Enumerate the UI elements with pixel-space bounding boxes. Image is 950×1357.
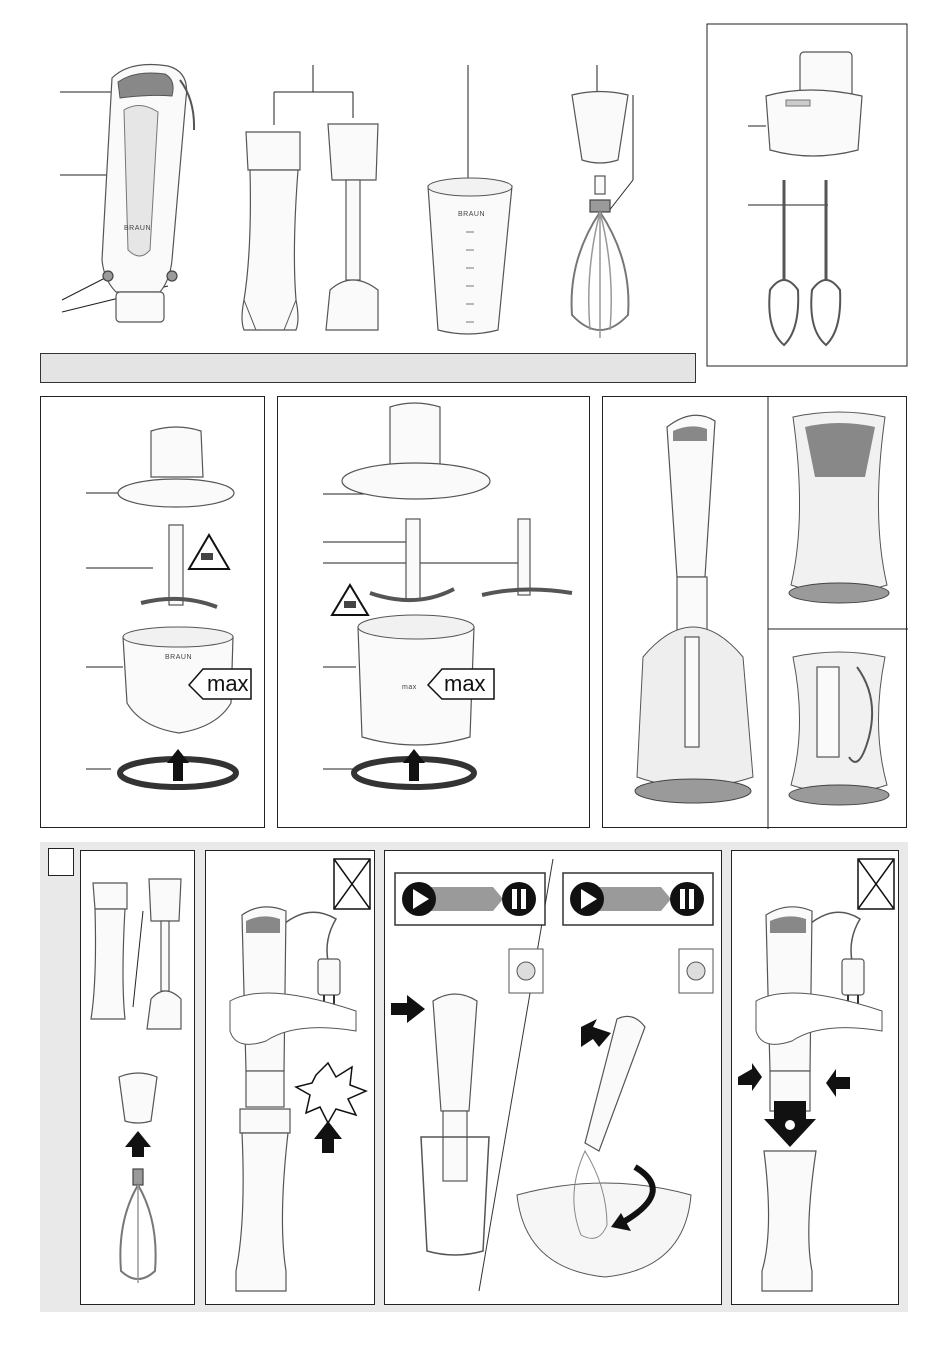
pause-icon	[502, 882, 536, 916]
motor-part	[102, 65, 194, 323]
whisk-gearbox	[119, 1073, 157, 1123]
small-chopper-panel	[40, 396, 265, 828]
sharp-blade-warning-icon	[332, 585, 368, 615]
max-label: max	[444, 671, 486, 696]
parts-overview-drawing	[0, 0, 950, 390]
blender-shaft-slim	[147, 879, 181, 1029]
max-label: max	[207, 671, 249, 696]
hand	[230, 993, 356, 1044]
chopper-blade-a	[370, 519, 454, 600]
info-bar	[40, 353, 696, 383]
stand-cord-storage	[789, 652, 889, 805]
pause-icon	[670, 882, 704, 916]
bowl-max-mark: max	[402, 684, 417, 691]
step-attach-drawing	[206, 851, 376, 1306]
no-immersion-warning-icon	[334, 859, 370, 909]
whisk-attachment	[572, 92, 629, 339]
chopper-lid	[118, 427, 234, 507]
step-operate-drawing	[385, 851, 723, 1306]
step-number-box	[48, 848, 74, 876]
brand-label: BRAUN	[458, 211, 486, 218]
click-burst-icon	[296, 1063, 366, 1123]
step-assemble	[80, 850, 195, 1305]
max-label-tag	[189, 669, 251, 699]
wall-socket-icon	[509, 949, 543, 993]
speed-control-strip-left	[395, 873, 545, 925]
leader-line	[608, 180, 633, 212]
large-chopper-drawing	[278, 397, 591, 829]
step-attach	[205, 850, 375, 1305]
small-chopper-drawing	[41, 397, 266, 829]
anti-slip-ring	[120, 749, 236, 787]
wall-socket-icon	[679, 949, 713, 993]
speed-control-strip-right	[563, 873, 713, 925]
step-detach	[731, 850, 899, 1305]
up-arrow-icon	[314, 1121, 342, 1153]
anti-slip-ring	[354, 749, 474, 787]
whisk-in-bowl	[517, 1016, 691, 1277]
blender-shaft-wide	[91, 883, 127, 1019]
press-arrow-icon	[391, 995, 425, 1023]
brand-label: BRAUN	[165, 654, 193, 661]
blender-shaft-wide	[242, 132, 300, 330]
press-arrow-icon	[581, 1019, 611, 1047]
stand-panel	[602, 396, 907, 828]
blender-in-beaker	[421, 994, 489, 1255]
release-button-arrow-icon	[826, 1069, 850, 1097]
sharp-blade-warning-icon	[189, 535, 229, 569]
measuring-beaker	[428, 178, 512, 334]
step-operate	[384, 850, 722, 1305]
hand	[756, 993, 882, 1044]
no-immersion-warning-icon	[858, 859, 894, 909]
step-assemble-drawing	[81, 851, 196, 1306]
brand-label: BRAUN	[124, 225, 152, 232]
chopper-blade-b	[482, 519, 572, 595]
empty-stand	[789, 412, 889, 603]
blender-in-stand	[635, 415, 753, 803]
large-chopper-lid	[342, 403, 490, 499]
blender-shaft	[762, 1151, 816, 1291]
whisk	[120, 1169, 155, 1283]
release-button-arrow-icon	[738, 1063, 762, 1091]
blender-shaft	[236, 1109, 290, 1291]
large-chopper-panel	[277, 396, 590, 828]
blender-shaft-slim	[326, 124, 378, 330]
leader-line	[62, 278, 105, 300]
step-detach-drawing	[732, 851, 900, 1306]
max-label-tag	[428, 669, 494, 699]
up-arrow-icon	[125, 1131, 151, 1157]
stand-drawing	[603, 397, 908, 829]
parts-overview	[0, 0, 950, 390]
